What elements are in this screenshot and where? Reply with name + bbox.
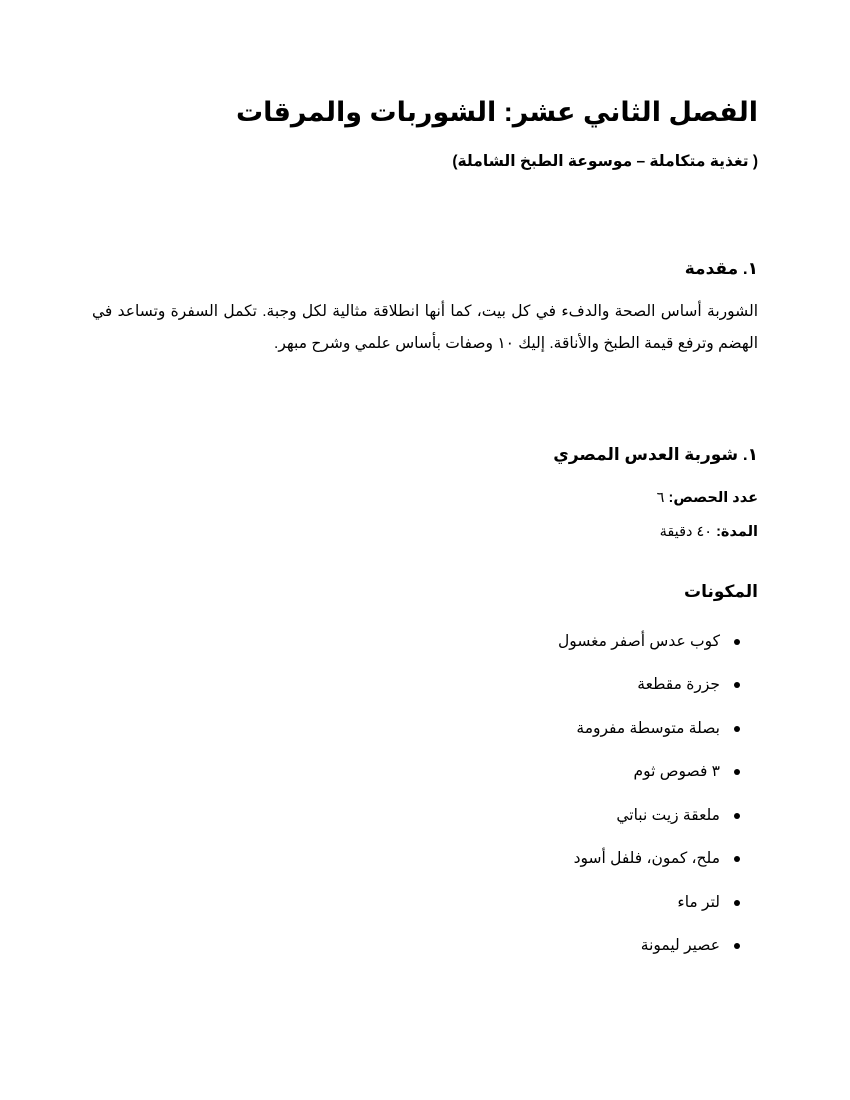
servings-line — [657, 487, 758, 509]
ingredient-item — [558, 707, 758, 751]
ingredient-item — [558, 664, 758, 708]
intro-paragraph: الشوربة أساس الصحة والدفء في كل بيت، كما أنها انطلاقة مثالية لكل وجبة. تكمل السفرة وتساعد في الهضم وترفع قيمة الطبخ والأناقة. إليك ١٠ وصفات بأساس علمي وشرح مبهر. — [92, 303, 758, 352]
ingredient-text: جزرة مقطعة — [637, 676, 720, 694]
ingredient-text: بصلة متوسطة مفرومة — [576, 719, 720, 737]
ingredient-text: عصير ليمونة — [640, 937, 720, 955]
ingredient-text: كوب عدس أصفر مغسول — [558, 632, 720, 650]
ingredient-text: ٣ فصوص ثوم — [633, 763, 720, 781]
ingredient-item — [558, 838, 758, 882]
recipe-heading: ١. شوربة العدس المصري — [553, 445, 758, 464]
bullet-icon — [734, 943, 740, 949]
ingredient-text: ملعقة زيت نباتي — [616, 806, 720, 824]
ingredient-item — [558, 620, 758, 664]
duration-line — [660, 521, 758, 543]
ingredients-list — [558, 620, 758, 968]
duration-label: المدة: — [716, 524, 758, 540]
servings-label: عدد الحصص: — [668, 490, 758, 506]
ingredients-heading: المكونات — [683, 582, 758, 601]
ingredient-item — [558, 794, 758, 838]
chapter-subtitle: ( تغذية متكاملة – موسوعة الطبخ الشاملة) — [452, 153, 758, 170]
bullet-icon — [734, 900, 740, 906]
intro-heading: ١. مقدمة — [684, 259, 758, 278]
servings-value: ٦ — [656, 490, 665, 506]
bullet-icon — [734, 813, 740, 819]
ingredient-text: ملح، كمون، فلفل أسود — [573, 850, 720, 868]
bullet-icon — [734, 639, 740, 645]
bullet-icon — [734, 856, 740, 862]
chapter-title: الفصل الثاني عشر: الشوربات والمرقات — [235, 97, 758, 127]
ingredient-item — [558, 751, 758, 795]
duration-value: ٤٠ دقيقة — [659, 524, 713, 540]
ingredient-text: لتر ماء — [677, 893, 720, 911]
ingredient-item — [558, 881, 758, 925]
bullet-icon — [734, 682, 740, 688]
bullet-icon — [734, 726, 740, 732]
bullet-icon — [734, 769, 740, 775]
ingredient-item — [558, 925, 758, 969]
